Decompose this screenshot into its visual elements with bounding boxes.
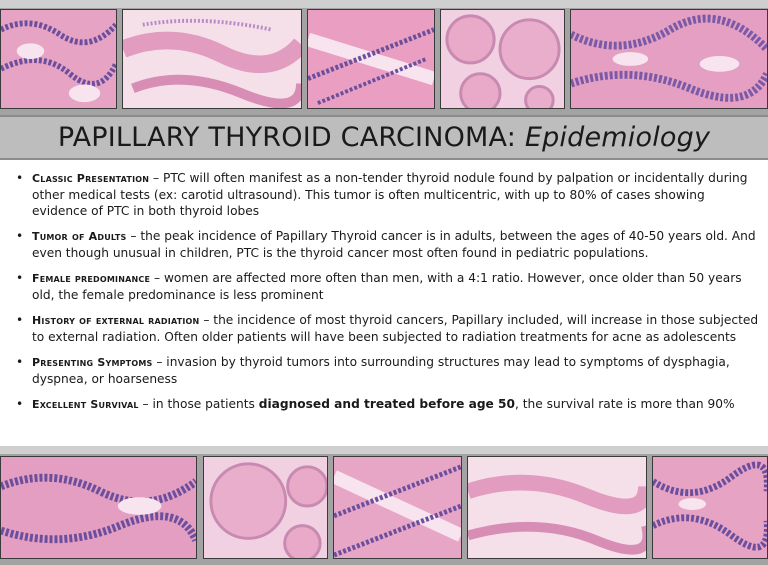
bullet-item: [14, 354, 759, 387]
bullet-term: Tumor of Adults: [32, 230, 127, 243]
histology-image: [652, 456, 768, 559]
histology-image: [307, 9, 435, 109]
histology-image: [440, 9, 565, 109]
bullet-marker: •: [16, 229, 24, 243]
bullet-item: [14, 396, 759, 413]
strip-band: [0, 446, 768, 454]
bullet-item: [14, 270, 759, 303]
bullet-marker: •: [16, 397, 24, 411]
bullet-text: , the survival rate is more than 90%: [515, 397, 735, 411]
bullet-list: [14, 170, 759, 422]
bullet-text: – in those patients: [138, 397, 259, 411]
histology-image: [0, 9, 117, 109]
bullet-marker: •: [16, 355, 24, 369]
bullet-text: – PTC will often manifest as a non-tender thyroid nodule found by palpation or incidentally during other medical tests (ex: carotid ultrasound). This tumor is often multicentric, with up to 80% of cases showing evidence of PTC in both thyroid lobes: [32, 171, 748, 218]
page-title: [58, 122, 710, 153]
bullet-emphasis: diagnosed and treated before age 50: [258, 397, 516, 411]
histology-image: [467, 456, 647, 559]
histology-image: [203, 456, 328, 559]
histology-image: [0, 456, 197, 559]
strip-band: [0, 0, 768, 8]
bullet-text: – women are affected more often than men, with a 4:1 ratio. However, once older than 50 years old, the female predominance is less prominent: [32, 271, 742, 302]
bullet-marker: •: [16, 271, 24, 285]
bullet-item: [14, 228, 759, 261]
bullet-marker: •: [16, 171, 24, 185]
histology-image: [122, 9, 302, 109]
bullet-term: History of external radiation: [32, 314, 200, 327]
bullet-term: Classic Presentation: [32, 172, 150, 185]
bullet-term: Presenting Symptoms: [32, 356, 153, 369]
bullet-term: Excellent Survival: [32, 398, 139, 411]
bullet-text: – the peak incidence of Papillary Thyroid cancer is in adults, between the ages of 40-50 years old. And even though unusual in children, PTC is the thyroid cancer most often found in pediatric populations.: [32, 229, 756, 260]
title-main: PAPILLARY THYROID CARCINOMA:: [57, 122, 525, 153]
title-bar: [0, 115, 768, 160]
bullet-marker: •: [16, 313, 24, 327]
title-italic: Epidemiology: [524, 122, 711, 153]
histology-image: [333, 456, 462, 559]
bullet-text: – the incidence of most thyroid cancers, Papillary included, will increase in those subjected to external radiation. Often older patients will have been subjected to radiation treatments for acne as adolescents: [32, 313, 759, 344]
bullet-item: [14, 170, 759, 219]
bottom-image-strip: [0, 446, 768, 565]
bullet-text: – invasion by thyroid tumors into surrounding structures may lead to symptoms of dysphagia, dyspnea, or hoarseness: [32, 355, 730, 386]
bullet-term: Female predominance: [32, 272, 151, 285]
top-image-strip: [0, 0, 768, 115]
histology-image: [570, 9, 768, 109]
bullet-item: [14, 312, 759, 345]
